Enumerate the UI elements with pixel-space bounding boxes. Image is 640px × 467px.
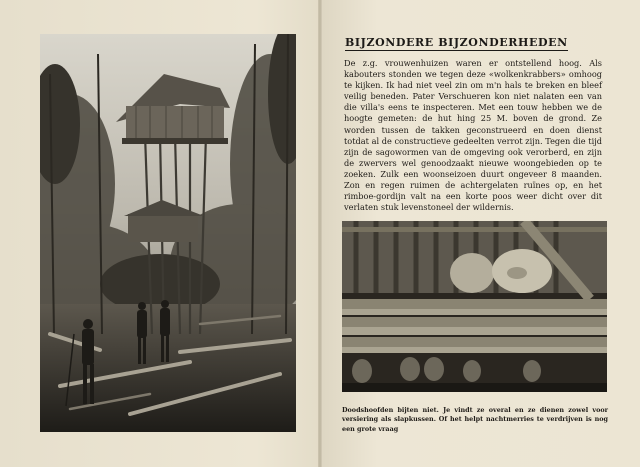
body-paragraph: De z.g. vrouwenhuizen waren er ontstellend hoog. Als kabouters stonden we tegen deze «wolkenkrabbers» omhoog te kijken. Ik had niet veel zin om m'n hals te breken en bleef veilig beneden. Pater Verschueren kon niet nalaten een van die villa's eens te inspecteren. Met een touw hebben we de hoogte gemeten: de hut hing 25 M. boven de grond. Ze worden tussen de takken geconstrueerd en doen dienst totdat al de constructieve gedeelten verrot zijn. Tegen die tijd zijn de sagowormen van de omgeving ook verorberd, en zijn de zwervers wel genoodzaakt nieuwe woongebieden op te zoeken. Zulk een woonseizoen duurt ongeveer 8 maanden. Zon en regen ruimen de achtergelaten ruïnes op, en het rimboe-gordijn valt na een korte poos weer dicht over dit verlaten stuk levenstoneel der wildernis.: [344, 58, 602, 213]
book-gutter: [318, 0, 322, 467]
photo-caption: Doodshoofden bijten niet. Je vindt ze overal en ze dienen zowel voor versiering als slapkussen. Of het helpt nachtmerries te verdrijven is nog een grote vraag: [342, 406, 608, 433]
tree-house-photo-art: [40, 34, 296, 432]
skulls-photo-art: [342, 221, 607, 392]
page-heading: BIJZONDERE BIJZONDERHEDEN: [345, 36, 568, 49]
tree-house-photo: [40, 34, 296, 432]
skulls-photo: [342, 221, 607, 392]
